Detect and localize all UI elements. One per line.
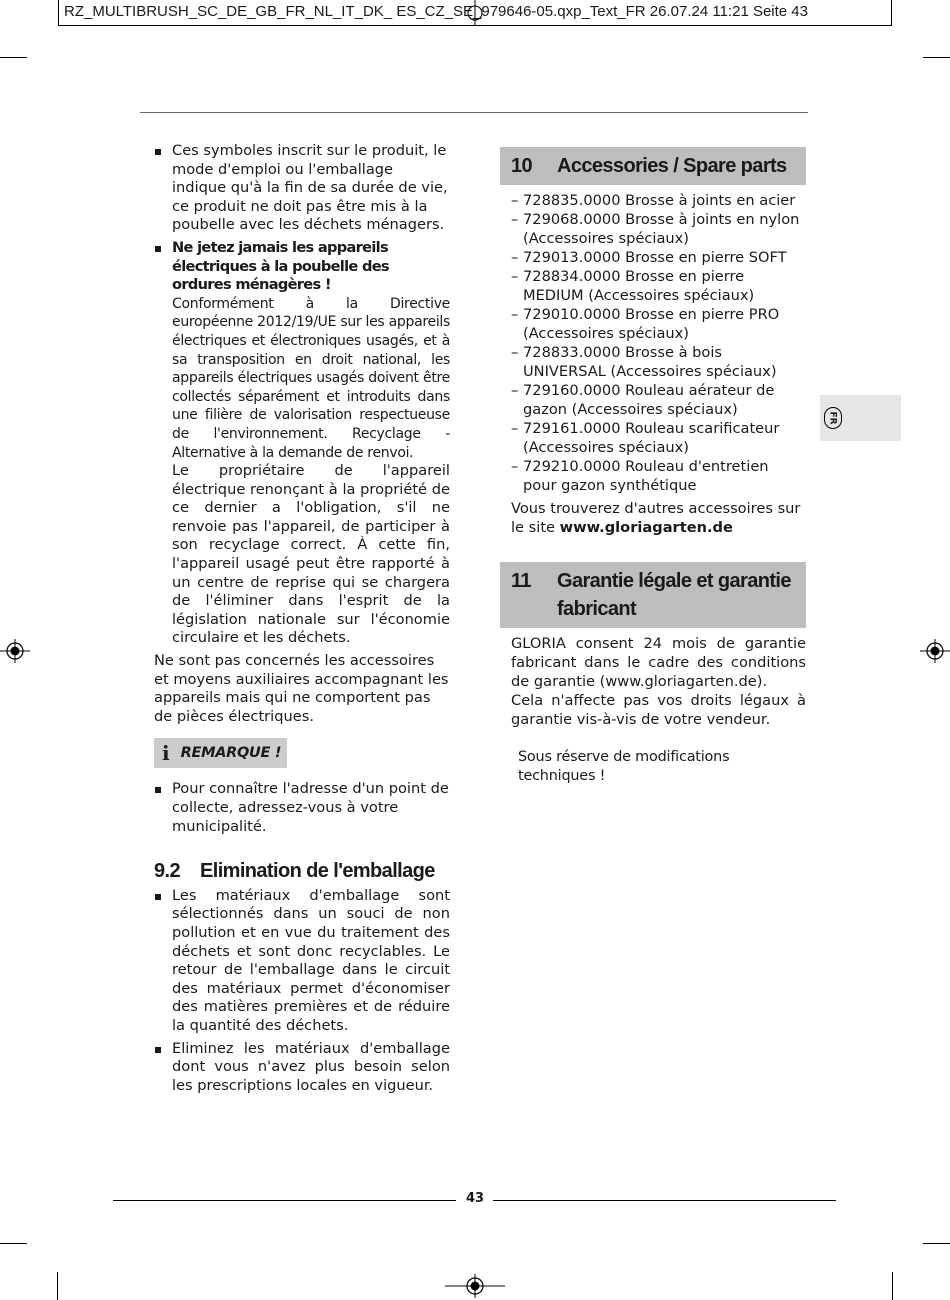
not-concerned-text: Ne sont pas concernés les accessoires et moyens auxiliaires accompagnant les appareils mais qui ne comportent pas de pièces électriques.: [154, 652, 449, 725]
crop-mark: [923, 57, 950, 58]
section-number: 11: [511, 570, 531, 592]
dash-marker: –: [511, 458, 519, 475]
technical-reserve-note: Sous réserve de modifications techniques !: [518, 749, 730, 784]
registration-mark-icon: [460, 0, 490, 26]
spare-part-text: 729013.0000 Brosse en pierre SOFT: [523, 249, 787, 266]
more-accessories-text: [511, 499, 806, 537]
registration-mark-icon: [445, 1272, 505, 1300]
list-item: [154, 887, 450, 1036]
dash-marker: –: [511, 306, 519, 323]
page-number: 43: [465, 1191, 485, 1206]
registration-mark-icon: [920, 636, 950, 666]
warranty-p1: GLORIA consent 24 mois de garantie fabricant dans le cadre des conditions de garantie (www.gloriagarten.de).: [511, 635, 806, 690]
section-heading-9-2: [154, 862, 450, 881]
crop-mark: [892, 1272, 893, 1300]
left-column: [154, 142, 450, 1099]
dash-marker: –: [511, 192, 519, 209]
dash-marker: –: [511, 420, 519, 437]
top-rule: [140, 112, 808, 113]
note-bullet-text: Pour connaître l'adresse d'un point de collecte, adressez-vous à votre municipalité.: [172, 780, 449, 835]
spare-part-text: 728835.0000 Brosse à joints en acier: [523, 192, 796, 209]
spare-part-item: [511, 267, 806, 305]
footer-rule: [113, 1200, 456, 1201]
spare-part-item: [511, 210, 806, 248]
spare-part-item: [511, 381, 806, 419]
dash-marker: –: [511, 344, 519, 361]
section-number: 10: [511, 155, 533, 177]
note-label: REMARQUE !: [180, 745, 282, 762]
more-text: Vous trouverez d'autres accessoires sur le site: [511, 500, 801, 536]
spare-part-text: 729160.0000 Rouleau aérateur de gazon (Accessoires spéciaux): [523, 382, 775, 418]
crop-mark: [923, 1243, 950, 1244]
list-item: [154, 1040, 450, 1096]
section-title: Elimination de l'emballage: [200, 860, 435, 883]
spare-part-text: 728833.0000 Brosse à bois UNIVERSAL (Accessoires spéciaux): [523, 344, 777, 380]
language-tab: [820, 395, 901, 441]
spare-part-item: [511, 343, 806, 381]
bullet-square-icon: [155, 787, 161, 793]
footer-rule: [493, 1200, 836, 1201]
spare-part-item: [511, 305, 806, 343]
owner-obligation-text: Le propriétaire de l'appareil électrique renonçant à la propriété de ce dernier a l'obligation, s'il ne renvoie pas l'appareil, de participer à son recyclage correct. À cette fin, l'appareil usagé peut être rapporté à un centre de reprise qui se chargera de l'éliminer dans l'esprit de la législation nationale sur l'économie circulaire et les déchets.: [172, 462, 450, 647]
section-title: Accessories / Spare parts: [557, 155, 787, 177]
crop-mark: [0, 57, 27, 58]
registration-mark-icon: [0, 636, 30, 666]
website-link[interactable]: www.gloriagarten.de: [559, 519, 733, 536]
crop-mark: [57, 1272, 58, 1300]
section-heading-11: [500, 562, 806, 628]
bullet-text: Les matériaux d'emballage sont sélectionnés dans un souci de non pollution et en vue du traitement des déchets et sont donc recyclables. Le retour de l'emballage dans le circuit des matériaux permet d'économiser des matières premières et de réduire la quantité des déchets.: [172, 886, 450, 1034]
bullet-text: Eliminez les matériaux d'emballage dont vous n'avez plus besoin selon les prescriptions locales en vigueur.: [172, 1039, 450, 1094]
bullet-text: Ces symboles inscrit sur le produit, le mode d'emploi ou l'emballage indique qu'à la fin de sa durée de vie, ce produit ne doit pas être mis à la poubelle avec les déchets ménagers.: [172, 142, 448, 234]
warranty-text: [511, 634, 806, 729]
spare-part-text: 729010.0000 Brosse en pierre PRO (Accessoires spéciaux): [523, 306, 780, 342]
language-label: FR: [827, 411, 838, 425]
dash-marker: –: [511, 268, 519, 285]
spare-parts-list: [511, 191, 806, 495]
language-badge: [824, 407, 842, 429]
spare-part-text: 728834.0000 Brosse en pierre MEDIUM (Accessoires spéciaux): [523, 268, 755, 304]
bullet-square-icon: [155, 246, 161, 252]
spare-part-text: 729068.0000 Brosse à joints en nylon (Accessoires spéciaux): [523, 211, 800, 247]
spare-part-text: 729161.0000 Rouleau scarificateur (Accessoires spéciaux): [523, 420, 780, 456]
bullet-square-icon: [155, 1047, 161, 1053]
section-number: 9.2: [154, 860, 181, 883]
weee-directive-text: Conformément à la Directive européenne 2012/19/UE sur les appareils électriques et électroniques usagés, et à sa transposition en droit national, les appareils électriques usagés doivent être collectés séparément et introduits dans une filière de valorisation respectueuse de l'environnement. Recyclage - Alternative à la demande de renvoi.: [172, 295, 450, 461]
spare-part-text: 729210.0000 Rouleau d'entretien pour gazon synthétique: [523, 458, 769, 494]
spare-part-item: [511, 419, 806, 457]
file-slug: RZ_MULTIBRUSH_SC_DE_GB_FR_NL_IT_DK_ ES_CZ_SE_979646-05.qxp_Text_FR 26.07.24 11:21 Seite 43: [58, 0, 892, 26]
note-box: [154, 738, 287, 768]
bullet-square-icon: [155, 894, 161, 900]
info-icon: ⅰ: [162, 741, 170, 766]
section-title: Garantie légale et garantie fabricant: [557, 570, 791, 620]
weee-warning: Ne jetez jamais les appareils électriques à la poubelle des ordures ménagères !: [172, 238, 389, 294]
list-item: [154, 780, 450, 836]
crop-mark: [0, 1243, 27, 1244]
list-item: [154, 239, 450, 648]
dash-marker: –: [511, 211, 519, 228]
section-heading-10: [500, 147, 806, 185]
list-item: [154, 142, 450, 235]
bullet-square-icon: [155, 149, 161, 155]
right-column: [500, 147, 806, 786]
spare-part-item: [511, 457, 806, 495]
dash-marker: –: [511, 249, 519, 266]
dash-marker: –: [511, 382, 519, 399]
spare-part-item: [511, 191, 806, 210]
warranty-p2: Cela n'affecte pas vos droits légaux à garantie vis-à-vis de votre vendeur.: [511, 692, 806, 728]
spare-part-item: [511, 248, 806, 267]
